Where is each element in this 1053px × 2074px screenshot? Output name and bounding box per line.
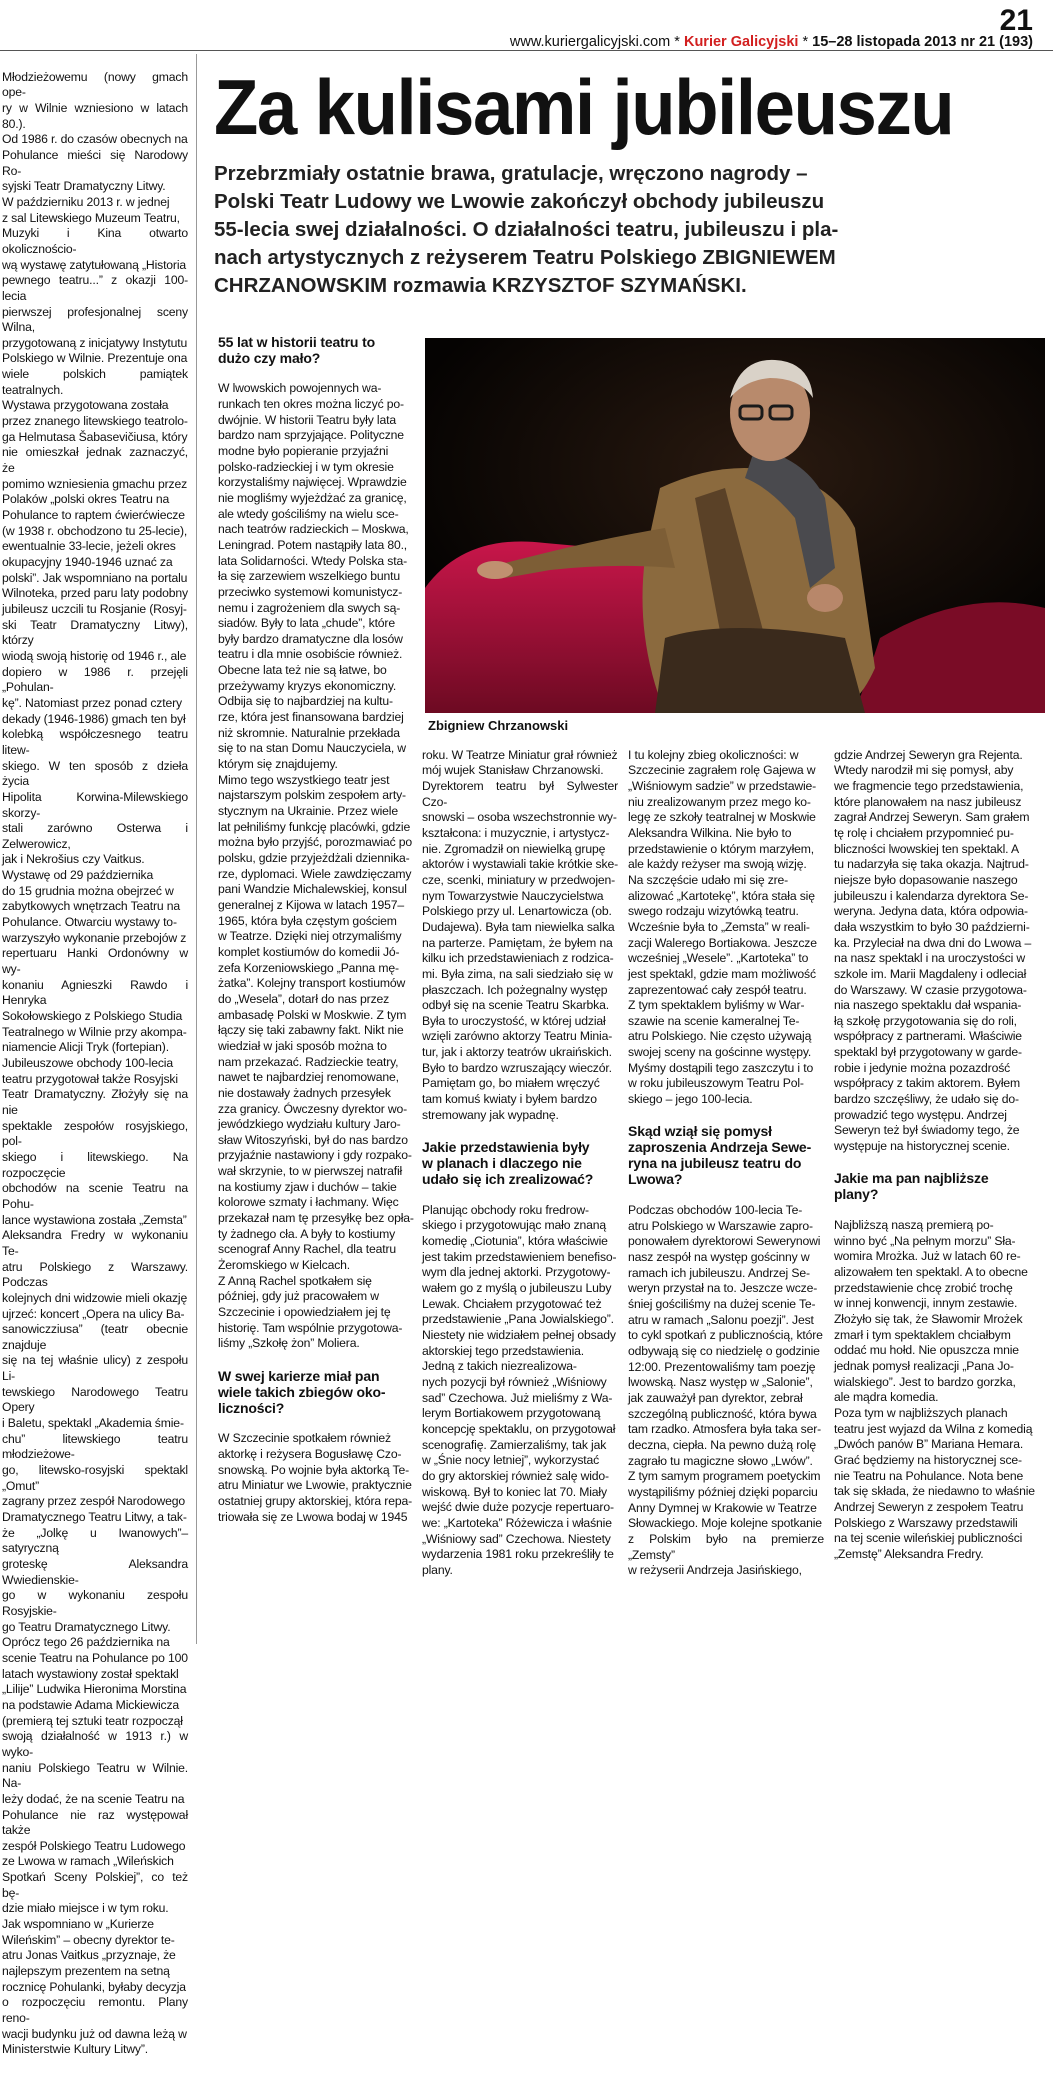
website-url[interactable]: www.kuriergalicyjski.com — [509, 34, 671, 50]
interview-answer: Najbliższą naszą premierą po- winno być „Na pełnym morzu” Sła- womira Mrożka. Już w latach 60 re- alizowałem ten spektakl. A to obecne przedstawienie chcę zrobić trochę w innej konwencji, innym zestawie. Złożyło się tak, że Sławomir Mrożek zmarł i tym spektaklem chciałbym oddać mu hołd. Nie opuszcza mnie jednak pomysł realizacji „Pana Jo- wialskiego”. Jest to bardzo gorzka, ale mądra komedia. Poza tym w najbliższych planach teatru jest wyjazd da Wilna z komedią „Dwóch panów B” Mariana Hemara. Grać będziemy na historycznej sce- nie Teatru na Pohulance. Nota bene tak się składa, że niedawno to właśnie Andrzej Seweryn z zespołem Teatru Polskiego z Warszawy przedstawili na tej scenie wileńskiej publiczności „Zemstę” Aleksandra Fredry. — [834, 1218, 1035, 1561]
separator-star: * — [674, 34, 680, 50]
issue-info: 15–28 listopada 2013 nr 21 (193) — [812, 34, 1033, 50]
interview-answer: W lwowskich powojennych wa- runkach ten okres można liczyć po- dwójnie. W historii Teatru były lata bardzo nam sprzyjające. Polityczne modne było popieranie przyjaźni polsko-radzieckiej i w tym okresie korzystaliśmy najwięcej. Wprawdzie nie mogliśmy wyjeżdżać za granicę, ale wtedy gościliśmy na wielu sce- nach teatrów radzieckich – Moskwa, Leningrad. Potem nastąpiły lata 80., lata Solidarności. Wtedy Polska sta- ła się zarzewiem wszelkiego buntu przeciwko systemowi komunistycz- nemu i zagrożeniem dla swych są- siadów. Były to lata „chude”, które były bardzo dramatyczne dla losów teatru i dla mnie osobiście również. Obecne lata też nie są łatwe, bo przeżywamy kryzys ekonomiczny. Odbija się to najbardziej na kultu- rze, która jest finansowana bardziej niż skromnie. Naturalnie przekłada się to na stan Domu Nauczyciela, w którym się znajdujemy. Mimo tego wszystkiego teatr jest najstarszym polskim zespołem arty- stycznym na Ukrainie. Przez wiele lat pełniliśmy funkcję placówki, gdzie można było przyjść, porozmawiać po polsku, gdzie przyjeżdżali dziennika- rze, dyplomaci. Wiele zawdzięczamy pani Wandzie Michalewskiej, konsul generalnej z Kijowa w latach 1957– 1965, która była częstym gościem w Teatrze. Dzięki niej otrzymaliśmy komplet kostiumów do komedii Jó- zefa Korzeniowskiego „Panna mę- żatka”. Kolejny transport kostiumów do „Wesela”, dotarł do nas przez ambasadę Polski w Moskwie. Z tym łączy się taki zabawny fakt. Nikt nie wiedział w jaki sposób można to nam przekazać. Radzieckie teatry, nawet te najbardziej renomowane, nie dostawały żadnych przesyłek zza granicy. Ówczesny dyrektor wo- jewódzkiego wydziału kultury Jaro- sław Witoszyński, był do nas bardzo przyjaźnie nastawiony i gdy rozpako- wał skrzynie, to w pierwszej natrafił na kostiumy zjaw i duchów – takie kolorowe szmaty i łachmany. Więc przekazał nam tę przesyłkę bez opła- ty żadnego cła. A były to kostiumy scenograf Anny Rachel, dla teatru Żeromskiego w Kielcach. Z Anną Rachel spotkałem się później, gdy już pracowałem w Szczecinie i opowiedziałem jej tę historię. Tam wspólnie przygotowa- liśmy „Szkołę żon” Moliera. — [218, 381, 414, 1351]
interview-answer: I tu kolejny zbieg okoliczności: w Szczecinie zagrałem rolę Gajewa w „Wiśniowym sadzie” w przedstawie- niu zrealizowanym przez mego ko- legę ze szkoły teatralnej w Moskwie Aleksandra Wilkina. Nie było to przedstawienie o którym marzyłem, ale każdy reżyser ma swoją wizję. Na szczęście udało mi się zre- alizować „Kartotekę”, która stała się swego rodzaju wizytówką teatru. Wcześnie była to „Zemsta” w reali- zacji Walerego Bortiakowa. Jeszcze wcześniej „Wesele”. „Kartoteka” to jest spektakl, gdzie mam możliwość zaprezentować cały zespół teatru. Z tym spektaklem byliśmy w War- szawie na scenie kameralnej Te- atru Polskiego. Nie często używają swojej sceny na gościnne występy. Myśmy dostąpili tego zaszczytu i to w roku jubileuszowym Teatru Pol- skiego – jego 100-lecia. — [628, 747, 817, 1107]
photo-caption: Zbigniew Chrzanowski — [428, 718, 569, 733]
interview-question: Jakie przedstawienia były w planach i dlaczego nie udało się ich zrealizować? — [422, 1139, 594, 1188]
page-number: 21 — [999, 4, 1033, 37]
header-rule — [0, 50, 1053, 51]
article-headline: Za kulisami jubileuszu — [214, 63, 954, 151]
interview-question: Skąd wziął się pomysł zaproszenia Andrzeja Sewe- ryna na jubileusz teatru do Lwowa? — [628, 1123, 812, 1188]
masthead-line — [510, 34, 1033, 50]
interview-answer: Podczas obchodów 100-lecia Te- atru Polskiego w Warszawie zapro- ponowałem dyrektorowi Sewerynowi nasz zespół na występ gościnny w ramach ich jubileuszu. Andrzej Se- weryn przystał na to. Jeszcze wcze- śniej gościliśmy na dużej scenie Te- atru w ramach „Salonu poezji”. Jest to cykl spotkań z publicznością, które odbywają się co niedzielę o godzinie 12:00. Prezentowaliśmy tam poezję lwowską. Nasz występ w „Salonie”, jak zauważył pan dyrektor, zebrał szczególną publiczność, która bywa tam rzadko. Atmosfera była taka ser- deczna, ciepła. Na pewno dużą rolę zagrało tu magiczne słowo „Lwów”. Z tym samym programem poetyckim wystąpiliśmy później dzięki poparciu Anny Dymnej w Krakowie w Teatrze Słowackiego. Moje kolejne spotkanie z Polskim było na premierze „Zemsty” w reżyserii Andrzeja Jasińskiego, — [628, 1203, 824, 1578]
article-column-1 — [2, 54, 188, 2074]
column-divider — [196, 54, 197, 1644]
article-column-4 — [628, 732, 824, 1594]
column-text: Młodzieżowemu (nowy gmach ope- ry w Wilnie wzniesiono w latach 80.). Od 1986 r. do czasów obecnych na Pohulance mieści się Narodowy Ro- syjski Teatr Dramatyczny Litwy. W październiku 2013 r. w jednej z sal Litewskiego Muzeum Teatru, Muzyki i Kina otwarto okolicznościo- wą wystawę zatytułowaną „Historia pewnego teatru...” z okazji 100-lecia pierwszej profesjonalnej sceny Wilna, przygotowaną z inicjatywy Instytutu Polskiego w Wilnie. Prezentuje ona wiele polskich pamiątek teatralnych. Wystawa przygotowana została przez znanego litewskiego teatrolo- ga Helmutasa Šabasevičiusa, który nie omieszkał jednak zaznaczyć, że pomimo wzniesienia gmachu przez Polaków „polski okres Teatru na Pohulance to raptem ćwierćwiecze (w 1938 r. obchodzono tu 25-lecie), ewentualnie 33-lecie, jeżeli okres okupacyjny 1940-1946 uznać za polski”. Jak wspomniano na portalu Wilnoteka, przed paru laty podobny jubileusz uczcili tu Rosjanie (Rosyj- ski Teatr Dramatyczny Litwy), którzy wiodą swoją historię od 1946 r., ale dopiero w 1986 r. przejęli „Pohulan- kę”. Natomiast przez ponad cztery dekady (1946-1986) gmach ten był kolebką współczesnego teatru litew- skiego. W ten sposób z dzieła życia Hipolita Korwina-Milewskiego skorzy- stali zarówno Osterwa i Zelwerowicz, jak i Nekrošius czy Vaitkus. Wystawę od 29 października do 15 grudnia można obejrzeć w zabytkowych wnętrzach Teatru na Pohulance. Otwarciu wystawy to- warzyszyło wykonanie przebojów z repertuaru Hanki Ordonówny w wy- konaniu Agnieszki Rawdo i Henryka Sokołowskiego z Polskiego Studia Teatralnego w Wilnie przy akompa- niamencie Alicji Tryk (fortepian). Jubileuszowe obchody 100-lecia teatru przygotował także Rosyjski Teatr Dramatyczny. Złożyły się na nie spektakle zespołów rosyjskiego, pol- skiego i litewskiego. Na rozpoczęcie obchodów na scenie Teatru na Pohu- lance wystawiona została „Zemsta” Aleksandra Fredry w wykonaniu Te- atru Polskiego z Warszawy. Podczas kolejnych dni widzowie mieli okazję ujrzeć: koncert „Opera na ulicy Ba- sanowiczziusa” (teatr obecnie znajduje się na tej właśnie ulicy) z zespołu Li- tewskiego Narodowego Teatru Opery i Baletu, spektakl „Akademia śmie- chu” litewskiego teatru młodzieżowe- go, litewsko-rosyjski spektakl „Omut” zagrany przez zespół Narodowego Dramatycznego Teatru Litwy, a tak- że „Jolkę u Iwanowych”– satyryczną groteskę Aleksandra Wwiedienskie- go w wykonaniu zespołu Rosyjskie- go Teatru Dramatycznego Litwy. Oprócz tego 26 października na scenie Teatru na Pohulance po 100 latach wystawiony został spektakl „Lilije” Ludwika Hieronima Morstina na podstawie Adama Mickiewicza (premierą tej sztuki teatr rozpoczął swoją działalność w 1913 r.) w wyko- naniu Polskiego Teatru w Wilnie. Na- leży dodać, że na scenie Teatru na Pohulance nie raz występował także zespół Polskiego Teatru Ludowego ze Lwowa w ramach „Wileńskich Spotkań Sceny Polskiej”, co też bę- dzie miało miejsce i w tym roku. Jak wspomniano w „Kurierze Wileńskim” – obecny dyrektor te- atru Jonas Vaitkus „przyznaje, że najlepszym prezentem na setną rocznicę Pohulanki, byłaby decyzja o rozpoczęciu remontu. Plany reno- wacji budynku już od dawna leżą w Ministerstwie Kultury Litwy”. — [2, 69, 188, 2057]
article-column-3 — [422, 732, 618, 1594]
interview-answer: Planując obchody roku fredrow- skiego i przygotowując mało znaną komedię „Ciotunia”, która właściwie jest takim przedstawieniem benefiso- wym dla jednej aktorki. Przygotowy- wałem go z myślą o jubileuszu Luby Lewak. Chciałem przygotować też przedstawienie „Pana Jowialskiego”. Niestety nie widziałem pełnej obsady aktorskiej tego przedstawienia. Jedną z takich niezrealizowa- nych pozycji był również „Wiśniowy sad” Czechowa. Już mieliśmy z Wa- lerym Bortiakowem przygotowaną koncepcję spektaklu, on przygotował scenografię. Zamierzaliśmy, tak jak w „Śnie nocy letniej”, wykorzystać do gry aktorskiej również salę wido- wiskową. Był to koniec lat 70. Miały wejść dwie duże pozycje repertuaro- we: „Kartoteka” Różewicza i właśnie „Wiśniowy sad” Czechowa. Niestety wydarzenia 1981 roku przekreśliły te plany. — [422, 1202, 617, 1577]
newspaper-brand: Kurier Galicyjski — [683, 34, 799, 50]
interview-question: 55 lat w historii teatru to dużo czy mało? — [218, 333, 375, 366]
interview-answer: W Szczecinie spotkałem również aktorkę i reżysera Bogusławę Czo- snowską. Po wojnie była aktorką Te- atru Miniatur we Lwowie, praktycznie ostatniej grupy aktorskiej, która repa- triowała się ze Lwowa bodaj w 1945 — [218, 1431, 412, 1524]
masthead — [440, 4, 1045, 50]
article-lede: Przebrzmiały ostatnie brawa, gratulacje, wręczono nagrody – Polski Teatr Ludowy we Lwowie zakończył obchody jubileuszu 55-lecia swej działalności. O działalności teatru, jubileuszu i pla- nach artystycznych z reżyserem Teatru Polskiego ZBIGNIEWEM CHRZANOWSKIM rozmawia KRZYSZTOF SZYMAŃSKI. — [214, 162, 839, 297]
portrait-illustration — [425, 338, 1045, 713]
article-column-2 — [218, 318, 414, 1541]
interview-answer: roku. W Teatrze Miniatur grał również mój wujek Stanisław Chrzanowski. Dyrektorem teatru był Sylwester Czo- snowski – osoba wszechstronnie wy- kształcona: i muzycznie, i artystycz- nie. Zgromadził on niewielką grupę aktorów i wystawiali takie krótkie ske- cze, scenki, miniatury w przedwojen- nym Towarzystwie Nauczycielstwa Polskiego przy ul. Lenartowicza (ob. Dudajewa). Była tam niewielka salka na parterze. Pamiętam, że byłem na kilku ich przedstawieniach z rodzica- mi. Była zima, na sali siedziało się w płaszczach. Ich pożegnalny występ odbył się na scenie Teatru Skarbka. Była to uroczystość, w której udział wzięli zarówno aktorzy Teatru Minia- tur, jak i aktorzy teatrów ukraińskich. Było to bardzo wzruszający wieczór. Pamiętam go, bo miałem wręczyć tam komuś kwiaty i byłem bardzo stremowany jak wypadnę. — [422, 747, 618, 1122]
interview-question: Jakie ma pan najbliższe plany? — [834, 1170, 989, 1203]
separator-star: * — [802, 34, 809, 50]
article-column-5 — [834, 732, 1044, 1578]
interview-question: W swej karierze miał pan wiele takich zbiegów oko- liczności? — [218, 1367, 386, 1416]
portrait-photo — [425, 338, 1045, 713]
interview-answer: gdzie Andrzej Seweryn gra Rejenta. Wtedy narodził mi się pomysł, aby we fragmencie tego przedstawienia, które planowałem na nasz jubileusz zagrał Andrzej Seweryn. Sam grałem tę rolę i chciałem przypomnieć pu- bliczności lwowskiej ten spektakl. A tu nadarzyła się taka okazja. Najtrud- niejsze było dopasowanie naszego jubileuszu i kalendarza dyrektora Se- weryna. Jedyna data, która odpowia- dała wszystkim to było 30 październi- ka. Przyleciał na dwa dni do Lwowa – na nasz spektakl i na uroczystości w szkole im. Marii Magdaleny i odleciał do Warszawy. W czasie przygotowa- nia naszego spektaklu dał wspania- łą szkołę przygotowania się do roli, współpracy z partnerami. Właściwie spektakl był przygotowany w garde- robie i jedynie można pozazdrość współpracy z takim aktorem. Byłem bardzo szczęśliwy, że udało się do- prowadzić tego występu. Andrzej Seweryn też był świadomy tego, że występuje na historycznej scenie. — [834, 747, 1032, 1154]
